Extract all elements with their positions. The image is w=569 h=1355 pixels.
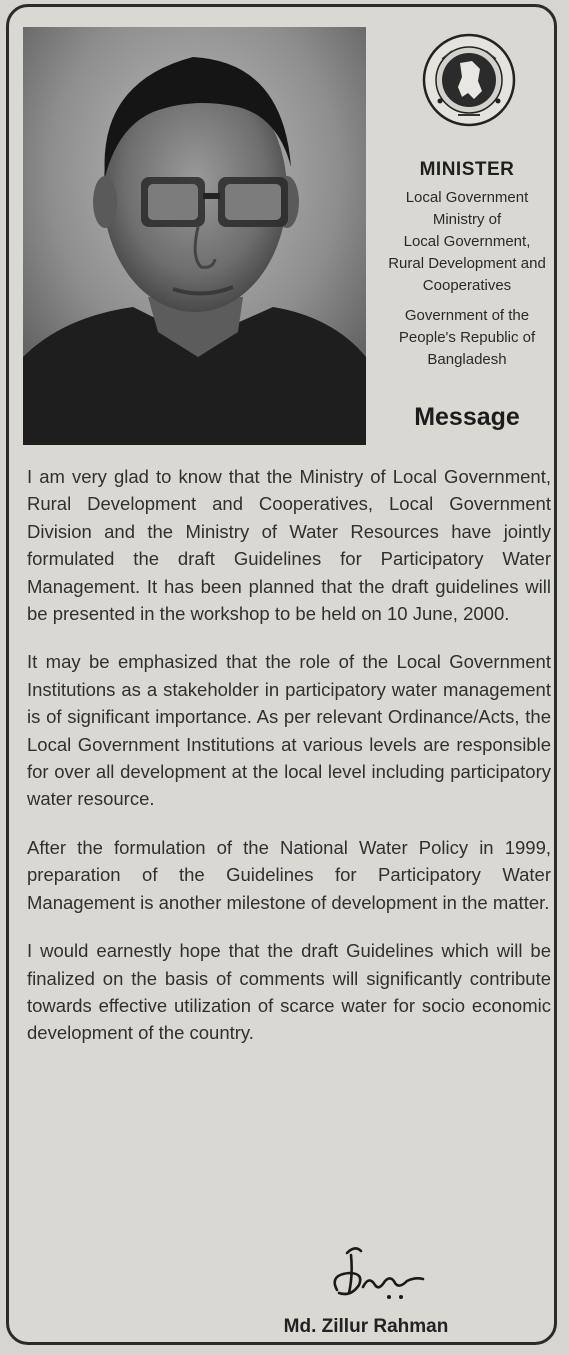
header-line: Government of the xyxy=(404,307,530,324)
header-line: Ministry of xyxy=(432,211,502,228)
minister-portrait xyxy=(23,27,366,445)
message-paragraph: It may be emphasized that the role of the Local Government Institutions as a stakeholder in participatory water management is of significant importance. As per relevant Ordinance/Acts, the Local Government Institutions at various levels are responsible for over all development at the local level including participatory water resource. xyxy=(27,651,551,810)
header-line: People's Republic of xyxy=(398,329,536,346)
handwritten-signature xyxy=(319,1235,429,1305)
header-line: Bangladesh xyxy=(427,351,507,368)
message-paragraph: I am very glad to know that the Ministry of Local Government, Rural Development and Cooperatives, Local Government Division and the Ministry of Water Resources have jointly formulated the draft Guidelines for Participatory Water Management. It has been planned that the draft guidelines will be presented in the workshop to be held on 10 June, 2000. xyxy=(27,466,551,625)
government-seal-icon xyxy=(422,33,516,127)
header-line: Cooperatives xyxy=(422,277,512,294)
header-line: Rural Development and xyxy=(388,255,546,272)
spacer xyxy=(369,297,565,305)
header-title: MINISTER xyxy=(419,159,515,180)
header-line: Local Government, xyxy=(403,233,531,250)
header-line: Local Government xyxy=(405,189,529,206)
message-paragraph: I would earnestly hope that the draft Guidelines which will be finalized on the basis of comments will significantly contribute towards effective utilization of scarce water for socio economic development of the country. xyxy=(27,940,551,1044)
message-heading: Message xyxy=(414,403,520,431)
minister-header xyxy=(369,159,565,371)
message-body xyxy=(27,463,551,1068)
message-paragraph: After the formulation of the National Water Policy in 1999, preparation of the Guidelines for Participatory Water Management is another milestone of development in the matter. xyxy=(27,836,551,913)
signatory-name: Md. Zillur Rahman xyxy=(283,1316,449,1337)
message-card xyxy=(6,4,557,1345)
